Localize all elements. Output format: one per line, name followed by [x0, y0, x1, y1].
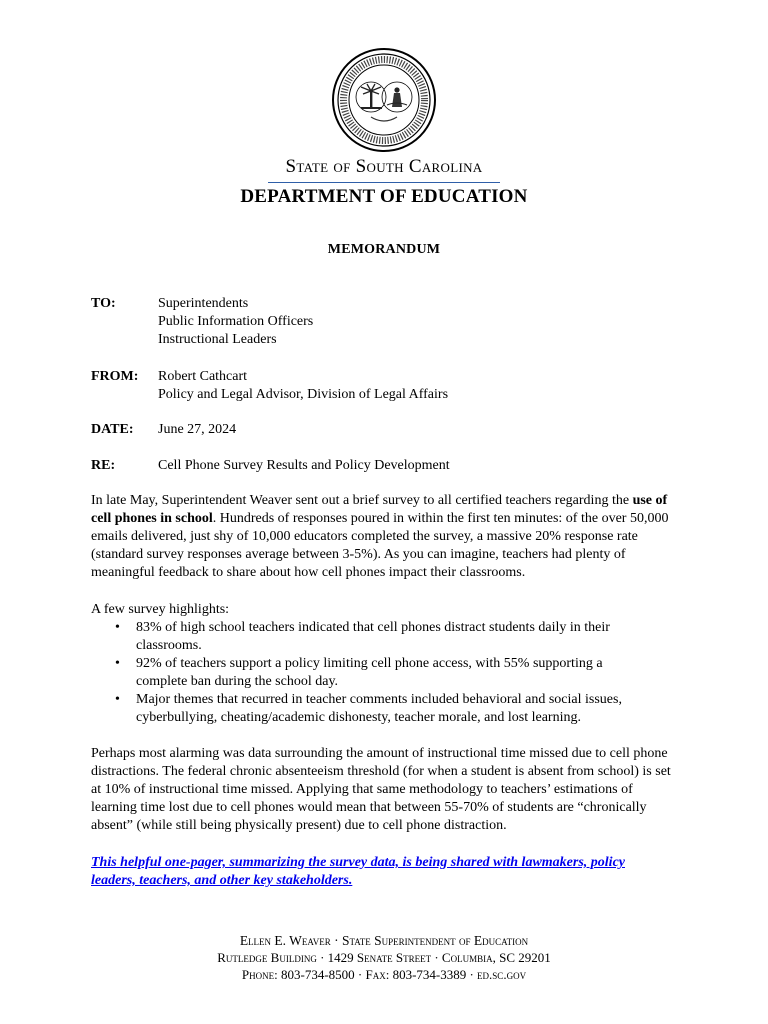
sender-title: Policy and Legal Advisor, Division of Legal Affairs	[158, 387, 449, 402]
date-label: DATE:	[91, 422, 134, 437]
state-name-heading: State of South Carolina	[285, 156, 483, 177]
intro-text-end: . Hundreds of responses poured in within the first ten minutes: of the over 50,000 emails delivered, just shy of 10,000 educators completed the survey, a massive 20% response rate (standard survey responses average between 3-5%). As you can imagine, teachers had plenty of meaningful feedback to share about how cell phones impact their classrooms.	[91, 511, 669, 580]
highlights-intro: A few survey highlights:	[91, 602, 230, 617]
recipient-line: Instructional Leaders	[158, 332, 277, 347]
state-seal-icon	[331, 47, 437, 153]
intro-paragraph	[91, 492, 681, 582]
from-sender	[158, 368, 448, 404]
to-label: TO:	[91, 296, 116, 311]
intro-text-bold: use of cell phones in school	[91, 493, 668, 526]
footer-superintendent: Ellen E. Weaver · State Superintendent of Education	[239, 933, 529, 948]
bullet-icon: •	[115, 692, 120, 707]
absenteeism-paragraph: Perhaps most alarming was data surrounding the amount of instructional time missed due to cell phone distractions. The federal chronic absenteeism threshold (for when a student is absent from school) is set at 10% of instructional time missed. Applying that same methodology to teachers’ estimations of learning time lost due to cell phones would mean that between 55-70% of students are “chronically absent” (while still being physically present) due to cell phone distraction.	[91, 746, 671, 833]
bullet-text: 83% of high school teachers indicated that cell phones distract students daily in their classrooms.	[136, 620, 610, 653]
header-divider	[268, 182, 500, 183]
memo-title: MEMORANDUM	[327, 242, 441, 257]
department-heading: DEPARTMENT OF EDUCATION	[240, 186, 528, 207]
to-recipients	[158, 295, 313, 349]
bullet-text: Major themes that recurred in teacher comments included behavioral and social issues, cyberbullying, cheating/academic dishonesty, teacher morale, and lost learning.	[136, 692, 622, 725]
bullet-icon: •	[115, 620, 120, 635]
list-item	[91, 691, 651, 727]
bullet-text: 92% of teachers support a policy limiting cell phone access, with 55% supporting a complete ban during the school day.	[136, 656, 603, 689]
one-pager-link[interactable]: This helpful one-pager, summarizing the survey data, is being shared with lawmakers, policy leaders, teachers, and other key stakeholders.	[91, 855, 625, 888]
recipient-line: Public Information Officers	[158, 314, 314, 329]
footer-address: Rutledge Building · 1429 Senate Street · Columbia, SC 29201	[217, 950, 551, 965]
footer-contact: Phone: 803-734-8500 · Fax: 803-734-3389 · ed.sc.gov	[241, 967, 527, 982]
bullet-icon: •	[115, 656, 120, 671]
date-value: June 27, 2024	[158, 422, 237, 437]
list-item	[91, 655, 651, 691]
recipient-line: Superintendents	[158, 296, 249, 311]
re-label: RE:	[91, 458, 116, 473]
highlights-list	[91, 619, 651, 727]
from-label: FROM:	[91, 369, 139, 384]
list-item	[91, 619, 651, 655]
intro-text-start: In late May, Superintendent Weaver sent out a brief survey to all certified teachers regarding the	[91, 493, 633, 508]
re-subject: Cell Phone Survey Results and Policy Development	[158, 458, 450, 473]
sender-name: Robert Cathcart	[158, 369, 248, 384]
